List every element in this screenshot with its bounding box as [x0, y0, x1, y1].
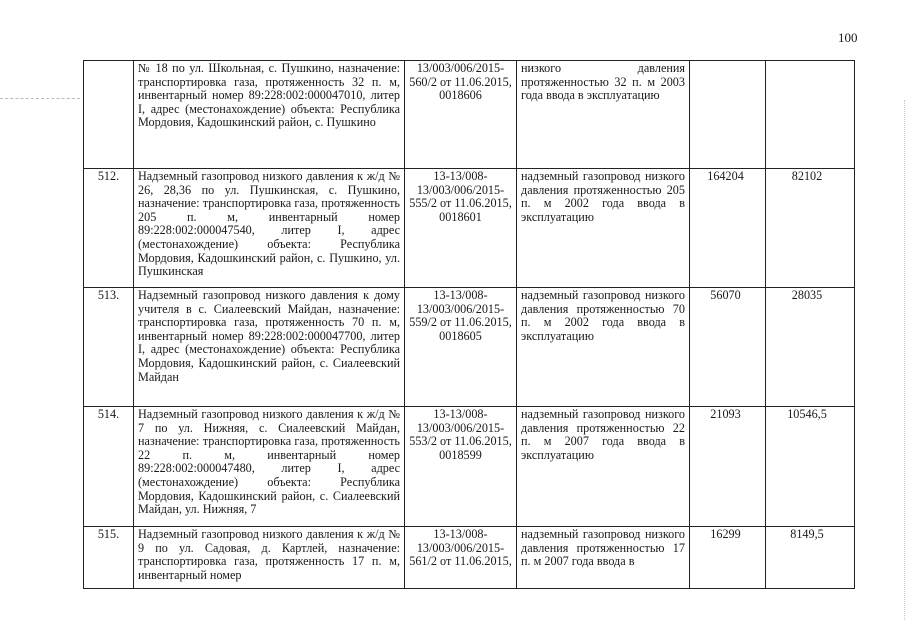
registration-record: 13-13/008-13/003/006/2015-561/2 от 11.06.2015, — [405, 527, 517, 589]
row-number: 515. — [84, 527, 134, 589]
row-number: 512. — [84, 169, 134, 288]
object-characteristics: низкого давления протяженностью 32 п. м 2003 года ввода в эксплуатацию — [517, 61, 690, 169]
table-row — [84, 407, 855, 527]
residual-value: 8149,5 — [766, 527, 855, 589]
residual-value — [766, 61, 855, 169]
row-number: 513. — [84, 288, 134, 407]
table-row — [84, 61, 855, 169]
registration-record: 13-13/008-13/003/006/2015-559/2 от 11.06.2015, 0018605 — [405, 288, 517, 407]
residual-value: 28035 — [766, 288, 855, 407]
object-description: Надземный газопровод низкого давления к дому учителя в с. Сиалеевский Майдан, назначение: транспортировка газа, протяженность 70 п. м, инвентарный номер 89:228:002:000047700, литер I, адрес (местонахождение) объекта: Республика Мордовия, Кадошкинский район, с. Сиалеевский Майдан — [134, 288, 405, 407]
scan-artifact-right — [896, 100, 905, 620]
residual-value: 10546,5 — [766, 407, 855, 527]
balance-value: 16299 — [690, 527, 766, 589]
scan-artifact-left — [0, 98, 80, 100]
registration-record: 13/003/006/2015-560/2 от 11.06.2015, 0018606 — [405, 61, 517, 169]
table-row — [84, 527, 855, 589]
balance-value: 164204 — [690, 169, 766, 288]
object-characteristics: надземный газопровод низкого давления протяженностью 70 п. м 2002 года ввода в эксплуатацию — [517, 288, 690, 407]
residual-value: 82102 — [766, 169, 855, 288]
page-number: 100 — [838, 30, 858, 45]
object-characteristics: надземный газопровод низкого давления протяженностью 17 п. м 2007 года ввода в — [517, 527, 690, 589]
registration-record: 13-13/008-13/003/006/2015-555/2 от 11.06.2015, 0018601 — [405, 169, 517, 288]
object-description: Надземный газопровод низкого давления к ж/д № 9 по ул. Садовая, д. Картлей, назначение: транспортировка газа, протяженность 17 п. м, инвентарный номер — [134, 527, 405, 589]
object-description: Надземный газопровод низкого давления к ж/д № 26, 28,36 по ул. Пушкинская, с. Пушкино, назначение: транспортировка газа, протяженность 205 п. м, инвентарный номер 89:228:002:000047540, литер I, адрес (местонахождение) объекта: Республика Мордовия, Кадошкинский район, с. Пушкино, ул. Пушкинская — [134, 169, 405, 288]
balance-value — [690, 61, 766, 169]
row-number — [84, 61, 134, 169]
table-row — [84, 288, 855, 407]
row-number: 514. — [84, 407, 134, 527]
object-description: Надземный газопровод низкого давления к ж/д № 7 по ул. Нижняя, с. Сиалеевский Майдан, назначение: транспортировка газа, протяженность 22 п. м, инвентарный номер 89:228:002:000047480, литер I, адрес (местонахождение) объекта: Республика Мордовия, Кадошкинский район, с. Сиалеевский Майдан, ул. Нижняя, 7 — [134, 407, 405, 527]
property-table — [83, 60, 855, 589]
table-row — [84, 169, 855, 288]
balance-value: 56070 — [690, 288, 766, 407]
object-characteristics: надземный газопровод низкого давления протяженностью 22 п. м 2007 года ввода в эксплуатацию — [517, 407, 690, 527]
object-description: № 18 по ул. Школьная, с. Пушкино, назначение: транспортировка газа, протяженность 32 п. м, инвентарный номер 89:228:002:000047010, литер I, адрес (местонахождение) объекта: Республика Мордовия, Кадошкинский район, с. Пушкино — [134, 61, 405, 169]
object-characteristics: надземный газопровод низкого давления протяженностью 205 п. м 2002 года ввода в эксплуатацию — [517, 169, 690, 288]
registration-record: 13-13/008-13/003/006/2015-553/2 от 11.06.2015, 0018599 — [405, 407, 517, 527]
balance-value: 21093 — [690, 407, 766, 527]
